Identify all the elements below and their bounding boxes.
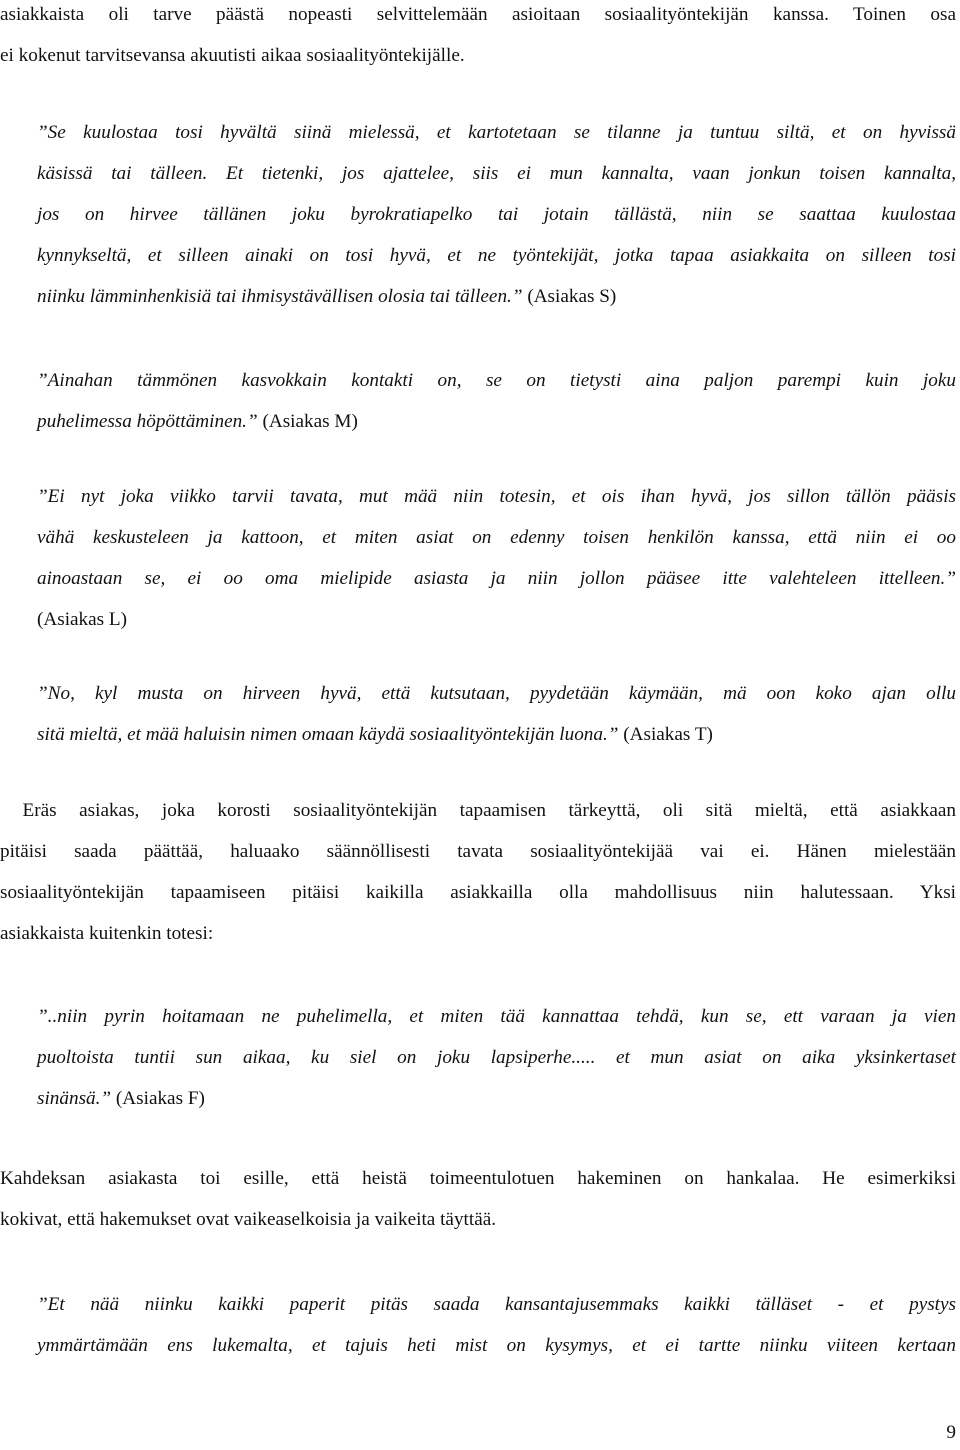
text-line: pitäisi saada päättää, haluaako säännöllisesti tavata sosiaalityöntekijää vai ei. Hänen mielestään bbox=[0, 841, 956, 862]
block-quote bbox=[37, 673, 956, 755]
quote-source: (Asiakas L) bbox=[37, 609, 128, 630]
quote-line: ”Se kuulostaa tosi hyvältä siinä mielessä, et kartotetaan se tilanne ja tuntuu siltä, et on hyvissä bbox=[37, 122, 956, 143]
quote-line: ”..niin pyrin hoitamaan ne puhelimella, et miten tää kannattaa tehdä, kun se, ett varaan ja vien bbox=[37, 1006, 956, 1027]
quote-text: sinänsä.” bbox=[37, 1088, 112, 1109]
body-paragraph bbox=[0, 1158, 956, 1240]
quote-line: jos on hirvee tällänen joku byrokratiapelko tai jotain tällästä, niin se saattaa kuulostaa bbox=[37, 204, 956, 225]
quote-source: (Asiakas M) bbox=[262, 411, 358, 432]
quote-last-line bbox=[37, 276, 956, 317]
quote-line: ”Ainahan tämmönen kasvokkain kontakti on, se on tietysti aina paljon parempi kuin joku bbox=[37, 370, 956, 391]
quote-line: ”Et nää niinku kaikki paperit pitäs saada kansantajusemmaks kaikki tälläset - et pystys bbox=[37, 1294, 956, 1315]
quote-text: niinku lämminhenkisiä tai ihmisystävällisen olosia tai tälleen.” bbox=[37, 286, 523, 307]
quote-last-line bbox=[37, 714, 956, 755]
quote-line: vähä keskusteleen ja kattoon, et miten asiat on edenny toisen henkilön kanssa, että niin ei oo bbox=[37, 527, 956, 548]
quote-text: sitä mieltä, et mää haluisin nimen omaan käydä sosiaalityöntekijän luona.” bbox=[37, 724, 619, 745]
text-line: Eräs asiakas, joka korosti sosiaalityöntekijän tapaamisen tärkeyttä, oli sitä mieltä, että asiakkaan bbox=[0, 800, 956, 821]
body-paragraph bbox=[0, 790, 956, 954]
quote-line: ainoastaan se, ei oo oma mielipide asiasta ja niin jollon pääsee itte valehteleen ittelleen.” bbox=[37, 568, 956, 589]
text-line: asiakkaista kuitenkin totesi: bbox=[0, 923, 214, 944]
quote-text: puhelimessa höpöttäminen.” bbox=[37, 411, 258, 432]
quote-line: ymmärtämään ens lukemalta, et tajuis heti mist on kysymys, et ei tartte niinku viiteen kertaan bbox=[37, 1335, 956, 1356]
block-quote bbox=[37, 996, 956, 1119]
quote-source: (Asiakas T) bbox=[623, 724, 713, 745]
block-quote bbox=[37, 112, 956, 317]
quote-line: ”No, kyl musta on hirveen hyvä, että kutsutaan, pyydetään käymään, mä oon koko ajan ollu bbox=[37, 683, 956, 704]
quote-line: puoltoista tuntii sun aikaa, ku siel on joku lapsiperhe..... et mun asiat on aika yksinkertaset bbox=[37, 1047, 956, 1068]
text-line: Kahdeksan asiakasta toi esille, että heistä toimeentulotuen hakeminen on hankalaa. He esimerkiksi bbox=[0, 1168, 956, 1189]
quote-line: kynnykseltä, et silleen ainaki on tosi hyvä, et ne työntekijät, jotka tapaa asiakkaita on silleen tosi bbox=[37, 245, 956, 266]
block-quote bbox=[37, 476, 956, 640]
text-line: asiakkaista oli tarve päästä nopeasti selvittelemään asioitaan sosiaalityöntekijän kanssa. Toinen osa bbox=[0, 4, 956, 25]
page-number: 9 bbox=[946, 1422, 956, 1443]
quote-line: käsissä tai tälleen. Et tietenki, jos ajattelee, siis ei mun kannalta, vaan jonkun toisen kannalta, bbox=[37, 163, 956, 184]
text-line: sosiaalityöntekijän tapaamiseen pitäisi kaikilla asiakkailla olla mahdollisuus niin halutessaan. Yksi bbox=[0, 882, 956, 903]
body-paragraph bbox=[0, 0, 956, 76]
quote-line: ”Ei nyt joka viikko tarvii tavata, mut mää niin totesin, et ois ihan hyvä, jos sillon tällön pääsis bbox=[37, 486, 956, 507]
block-quote bbox=[37, 1284, 956, 1366]
quote-source: (Asiakas F) bbox=[115, 1088, 205, 1109]
quote-source: (Asiakas S) bbox=[527, 286, 617, 307]
block-quote bbox=[37, 360, 956, 442]
quote-last-line bbox=[37, 1078, 956, 1119]
text-line: ei kokenut tarvitsevansa akuutisti aikaa sosiaalityöntekijälle. bbox=[0, 45, 465, 66]
text-line: kokivat, että hakemukset ovat vaikeaselkoisia ja vaikeita täyttää. bbox=[0, 1209, 497, 1230]
quote-last-line bbox=[37, 401, 956, 442]
